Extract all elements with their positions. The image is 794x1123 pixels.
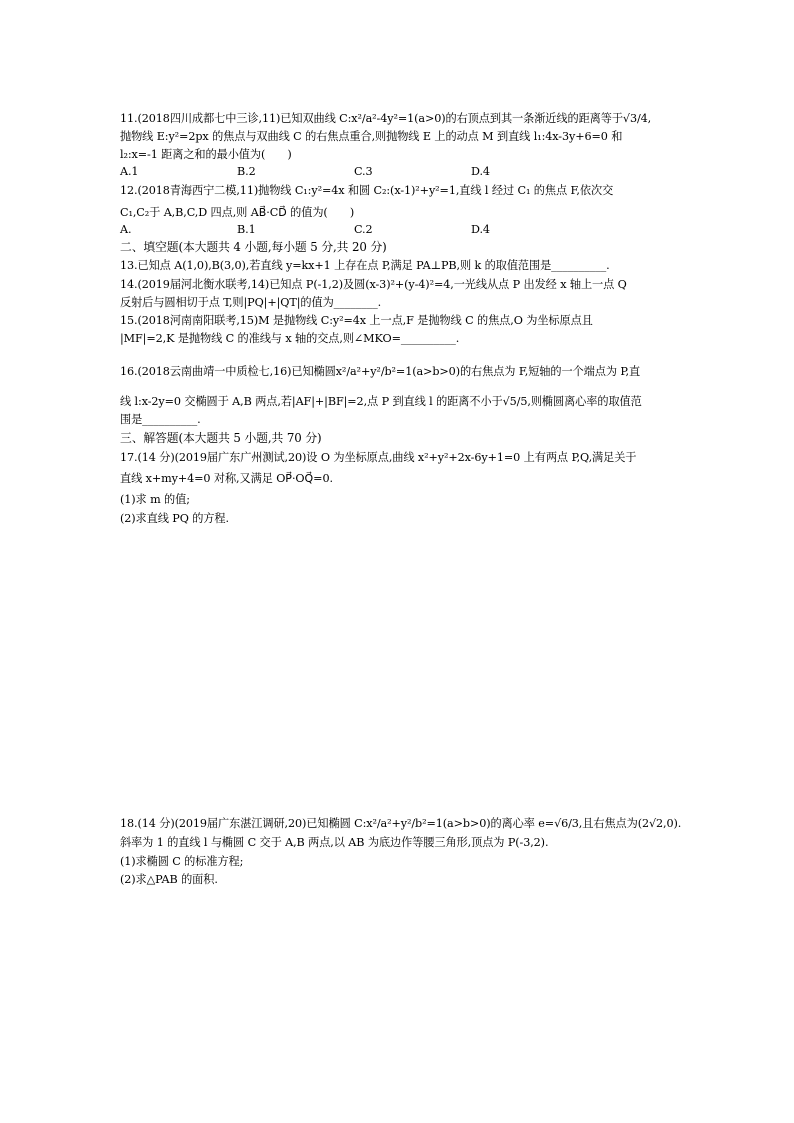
q11-line-1: 11.(2018四川成都七中三诊,11)已知双曲线 C:x²/a²-4y²=1(a>0)的右顶点到其一条渐近线的距离等于√3/4, — [120, 112, 652, 125]
q11-options — [120, 165, 695, 178]
q17-line-1: 17.(14 分)(2019届广东广州测试,20)设 O 为坐标原点,曲线 x²+y²+2x-6y+1=0 上有两点 P,Q,满足关于 — [120, 451, 637, 464]
q17-part-2: (2)求直线 PQ 的方程. — [120, 512, 229, 525]
q13-line-1: 13.已知点 A(1,0),B(3,0),若直线 y=kx+1 上存在点 P,满足 PA⊥PB,则 k 的取值范围是__________. — [120, 259, 610, 272]
q11-option-c: C.3 — [354, 165, 373, 178]
q15-line-1: 15.(2018河南南阳联考,15)M 是抛物线 C:y²=4x 上一点,F 是抛物线 C 的焦点,O 为坐标原点且 — [120, 314, 593, 327]
q11-option-d: D.4 — [471, 165, 490, 178]
section-heading-fill-in: 二、填空题(本大题共 4 小题,每小题 5 分,共 20 分) — [120, 240, 387, 254]
q16-line-3: 围是__________. — [120, 413, 201, 426]
q18-part-1: (1)求椭圆 C 的标准方程; — [120, 855, 244, 868]
q14-line-2: 反射后与圆相切于点 T,则|PQ|+|QT|的值为________. — [120, 296, 382, 309]
q16-line-1: 16.(2018云南曲靖一中质检七,16)已知椭圆x²/a²+y²/b²=1(a>b>0)的右焦点为 F,短轴的一个端点为 P,直 — [120, 365, 641, 378]
q14-line-1: 14.(2019届河北衡水联考,14)已知点 P(-1,2)及圆(x-3)²+(y-4)²=4,一光线从点 P 出发经 x 轴上一点 Q — [120, 278, 627, 291]
q17-part-1: (1)求 m 的值; — [120, 493, 190, 506]
q11-option-b: B.2 — [237, 165, 256, 178]
q12-option-b: B.1 — [237, 223, 256, 236]
q12-option-a: A. — [120, 223, 132, 236]
q12-option-d: D.4 — [471, 223, 490, 236]
q16-line-2: 线 l:x-2y=0 交椭圆于 A,B 两点,若|AF|+|BF|=2,点 P 到直线 l 的距离不小于√5/5,则椭圆离心率的取值范 — [120, 395, 642, 408]
q12-line-2: C₁,C₂于 A,B,C,D 四点,则 AB⃗·CD⃗ 的值为( ) — [120, 206, 355, 219]
q12-line-1: 12.(2018青海西宁二模,11)抛物线 C₁:y²=4x 和圆 C₂:(x-1)²+y²=1,直线 l 经过 C₁ 的焦点 F,依次交 — [120, 184, 614, 197]
q15-line-2: |MF|=2,K 是抛物线 C 的准线与 x 轴的交点,则∠MKO=__________. — [120, 332, 460, 345]
q11-line-2: 抛物线 E:y²=2px 的焦点与双曲线 C 的右焦点重合,则抛物线 E 上的动点 M 到直线 l₁:4x-3y+6=0 和 — [120, 130, 623, 143]
q11-option-a: A.1 — [120, 165, 139, 178]
q12-option-c: C.2 — [354, 223, 373, 236]
q18-line-2: 斜率为 1 的直线 l 与椭圆 C 交于 A,B 两点,以 AB 为底边作等腰三角形,顶点为 P(-3,2). — [120, 836, 549, 849]
q18-line-1: 18.(14 分)(2019届广东湛江调研,20)已知椭圆 C:x²/a²+y²/b²=1(a>b>0)的离心率 e=√6/3,且右焦点为(2√2,0). — [120, 817, 682, 830]
q17-line-2: 直线 x+my+4=0 对称,又满足 OP⃗·OQ⃗=0. — [120, 472, 333, 485]
q18-part-2: (2)求△PAB 的面积. — [120, 873, 218, 886]
section-heading-answer: 三、解答题(本大题共 5 小题,共 70 分) — [120, 431, 322, 445]
q12-options — [120, 223, 695, 236]
q11-line-3: l₂:x=-1 距离之和的最小值为( ) — [120, 148, 292, 161]
